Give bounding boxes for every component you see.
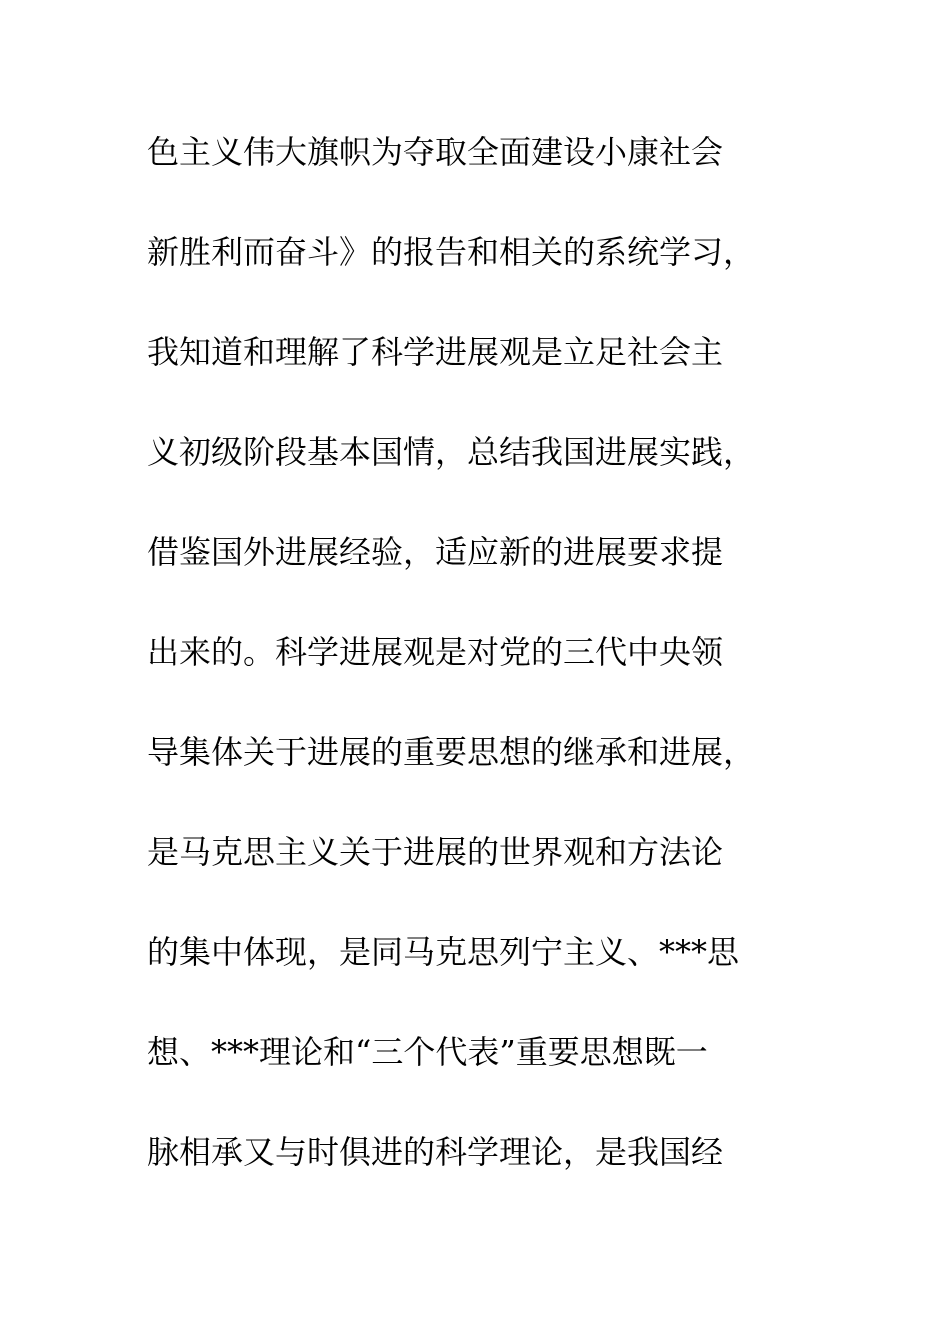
text-line: 想、***理论和“三个代表”重要思想既一 <box>147 1033 708 1071</box>
text-line: 脉相承又与时俱进的科学理论，是我国经 <box>147 1133 724 1171</box>
body-text <box>147 126 807 1226</box>
text-line: 的集中体现，是同马克思列宁主义、***思 <box>147 933 740 971</box>
text-line: 色主义伟大旗帜为夺取全面建设小康社会 <box>147 133 724 171</box>
text-line: 导集体关于进展的重要思想的继承和进展， <box>147 733 756 771</box>
text-line: 义初级阶段基本国情，总结我国进展实践， <box>147 433 756 471</box>
text-line: 新胜利而奋斗》的报告和相关的系统学习， <box>147 233 756 271</box>
text-line: 借鉴国外进展经验，适应新的进展要求提 <box>147 533 724 571</box>
text-line: 是马克思主义关于进展的世界观和方法论 <box>147 833 724 871</box>
text-line: 出来的。科学进展观是对党的三代中央领 <box>147 633 724 671</box>
text-line: 我知道和理解了科学进展观是立足社会主 <box>147 333 724 371</box>
